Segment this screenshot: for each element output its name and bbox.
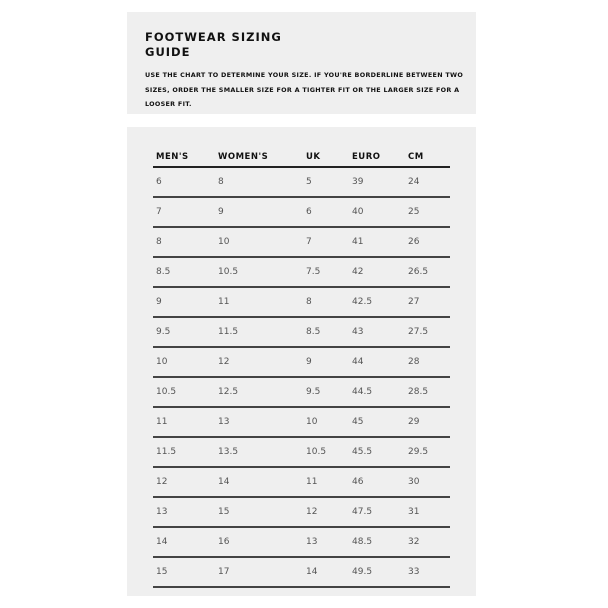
table-cell: 11 [215, 287, 303, 317]
table-cell: 15 [215, 497, 303, 527]
table-cell: 6 [153, 167, 215, 197]
table-cell: 40 [349, 197, 405, 227]
table-cell: 41 [349, 227, 405, 257]
col-mens: MEN'S [153, 147, 215, 167]
table-cell: 44.5 [349, 377, 405, 407]
table-cell: 10 [303, 407, 349, 437]
table-row [153, 437, 450, 467]
col-uk: UK [303, 147, 349, 167]
table-cell: 45.5 [349, 437, 405, 467]
table-cell: 26 [405, 227, 450, 257]
table-cell: 31 [405, 497, 450, 527]
table-cell: 13.5 [215, 437, 303, 467]
table-row [153, 527, 450, 557]
table-cell: 10 [215, 227, 303, 257]
table-cell: 10 [153, 347, 215, 377]
size-chart-panel [127, 127, 476, 596]
table-cell: 45 [349, 407, 405, 437]
table-cell: 25 [405, 197, 450, 227]
table-cell: 24 [405, 167, 450, 197]
table-cell: 28.5 [405, 377, 450, 407]
table-cell: 42.5 [349, 287, 405, 317]
table-cell: 8.5 [303, 317, 349, 347]
table-cell: 39 [349, 167, 405, 197]
table-row [153, 167, 450, 197]
table-row [153, 557, 450, 587]
table-cell: 14 [215, 467, 303, 497]
table-cell: 9 [153, 287, 215, 317]
table-row [153, 407, 450, 437]
table-cell: 12 [215, 347, 303, 377]
table-cell: 9.5 [303, 377, 349, 407]
table-row [153, 227, 450, 257]
size-table [153, 147, 450, 588]
table-cell: 10.5 [153, 377, 215, 407]
table-cell: 12 [153, 467, 215, 497]
table-cell: 28 [405, 347, 450, 377]
table-cell: 49.5 [349, 557, 405, 587]
table-cell: 11 [303, 467, 349, 497]
table-cell: 9 [303, 347, 349, 377]
table-cell: 10.5 [215, 257, 303, 287]
table-cell: 8 [153, 227, 215, 257]
table-cell: 14 [303, 557, 349, 587]
table-row [153, 497, 450, 527]
table-row [153, 377, 450, 407]
table-row [153, 287, 450, 317]
table-cell: 15 [153, 557, 215, 587]
table-row [153, 317, 450, 347]
table-cell: 43 [349, 317, 405, 347]
table-cell: 6 [303, 197, 349, 227]
table-cell: 48.5 [349, 527, 405, 557]
table-cell: 27 [405, 287, 450, 317]
table-cell: 8.5 [153, 257, 215, 287]
col-womens: WOMEN'S [215, 147, 303, 167]
table-cell: 14 [153, 527, 215, 557]
table-cell: 17 [215, 557, 303, 587]
table-cell: 16 [215, 527, 303, 557]
table-cell: 26.5 [405, 257, 450, 287]
table-cell: 8 [303, 287, 349, 317]
table-cell: 5 [303, 167, 349, 197]
table-cell: 9.5 [153, 317, 215, 347]
table-cell: 7.5 [303, 257, 349, 287]
table-cell: 44 [349, 347, 405, 377]
col-euro: EURO [349, 147, 405, 167]
table-cell: 7 [303, 227, 349, 257]
table-cell: 8 [215, 167, 303, 197]
table-row [153, 197, 450, 227]
description: USE THE CHART TO DETERMINE YOUR SIZE. IF YOU'RE BORDERLINE BETWEEN TWO SIZES, ORDER THE SMALLER SIZE FOR A TIGHTER FIT OR THE LARGER SIZE FOR A LOOSER FIT. [145, 71, 464, 108]
table-cell: 12 [303, 497, 349, 527]
table-row [153, 347, 450, 377]
intro-panel [127, 12, 476, 114]
table-cell: 29 [405, 407, 450, 437]
header-row [153, 147, 450, 167]
table-cell: 10.5 [303, 437, 349, 467]
table-cell: 7 [153, 197, 215, 227]
table-cell: 33 [405, 557, 450, 587]
table-row [153, 467, 450, 497]
table-cell: 46 [349, 467, 405, 497]
table-cell: 9 [215, 197, 303, 227]
table-cell: 27.5 [405, 317, 450, 347]
table-cell: 11 [153, 407, 215, 437]
table-cell: 42 [349, 257, 405, 287]
table-row [153, 257, 450, 287]
page-title: FOOTWEAR SIZING GUIDE [145, 30, 282, 59]
table-cell: 13 [153, 497, 215, 527]
table-cell: 11.5 [215, 317, 303, 347]
table-cell: 13 [215, 407, 303, 437]
table-cell: 47.5 [349, 497, 405, 527]
table-cell: 11.5 [153, 437, 215, 467]
table-cell: 13 [303, 527, 349, 557]
table-cell: 32 [405, 527, 450, 557]
table-cell: 29.5 [405, 437, 450, 467]
table-cell: 30 [405, 467, 450, 497]
col-cm: CM [405, 147, 450, 167]
table-cell: 12.5 [215, 377, 303, 407]
